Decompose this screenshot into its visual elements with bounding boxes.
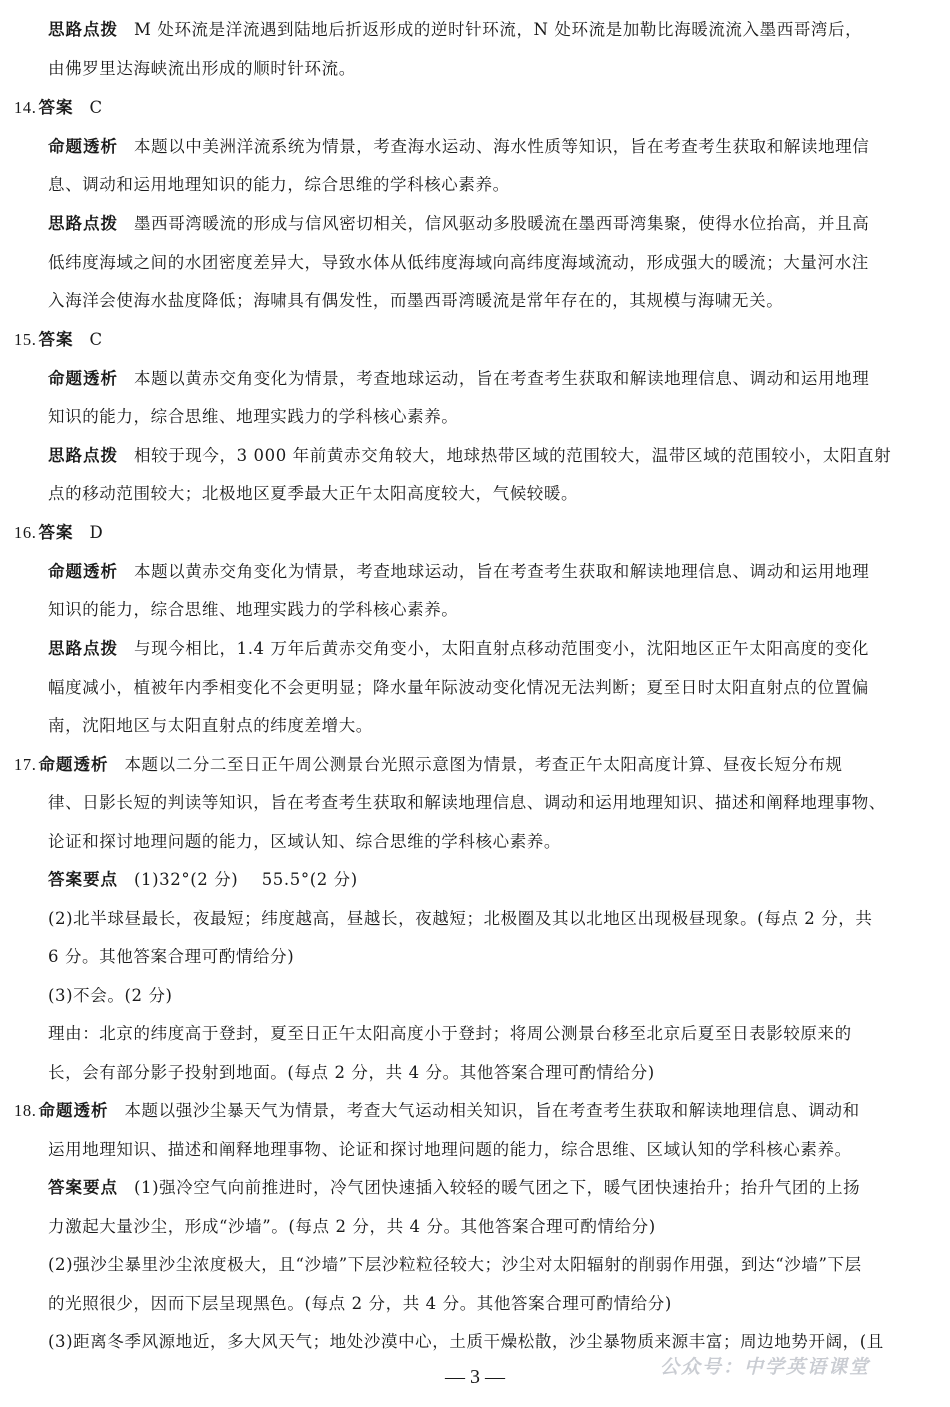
q14-silu-line-1 (48, 212, 930, 236)
q16-silu-line-2: 幅度减小，植被年内季相变化不会更明显；降水量年际波动变化情况无法判断；夏至日时太阳直射点的位置偏 (48, 678, 869, 697)
q13-silu-text-1: M 处环流是洋流遇到陆地后折返形成的逆时针环流，N 处环流是加勒比海暖流流入墨西哥湾后， (134, 20, 863, 39)
q13-silu-line-1 (48, 18, 930, 42)
q15-silu-text-1: 相较于现今，3 000 年前黄赤交角较大，地球热带区域的范围较大，温带区域的范围较小，太阳直射 (134, 446, 892, 465)
q14-silu-line-2: 低纬度海域之间的水团密度差异大，导致水体从低纬度海域向高纬度海域流动，形成强大的暖流；大量河水注 (48, 253, 869, 272)
q18-ans2-line-2: 的光照很少，因而下层呈现黑色。(每点 2 分，共 4 分。其他答案合理可酌情给分) (48, 1294, 672, 1313)
answer-label: 答案 (38, 330, 74, 349)
q16-silu-line-3: 南，沈阳地区与太阳直射点的纬度差增大。 (48, 716, 373, 735)
yaodian-label: 答案要点 (48, 870, 118, 889)
q17-reason-line-2: 长，会有部分影子投射到地面。(每点 2 分，共 4 分。其他答案合理可酌情给分) (48, 1063, 655, 1082)
q14-mingti-line-2: 息、调动和运用地理知识的能力，综合思维的学科核心素养。 (48, 175, 510, 194)
q18-yaodian-line-1 (48, 1176, 930, 1200)
q18-ans3-line-1: (3)距离冬季风源地近，多大风天气；地处沙漠中心，土质干燥松散，沙尘暴物质来源丰富；周边地势开阔，(且 (48, 1332, 884, 1351)
q18-yaodian-text-1: (1)强冷空气向前推进时，冷气团快速插入较轻的暖气团之下，暖气团快速抬升；抬升气团的上扬 (134, 1178, 861, 1197)
q17-ans3-line-1: (3)不会。(2 分) (48, 986, 173, 1005)
q13-silu-line-2: 由佛罗里达海峡流出形成的顺时针环流。 (48, 59, 356, 78)
q15-mingti-text-1: 本题以黄赤交角变化为情景，考查地球运动，旨在考查考生获取和解读地理信息、调动和运用地理 (134, 369, 870, 388)
q17-number: 17. (14, 755, 37, 774)
answer-label: 答案 (38, 523, 74, 542)
q18-mingti-line-1 (14, 1099, 930, 1123)
watermark: 公众号：中学英语课堂 (660, 1356, 871, 1378)
q18-yaodian-line-2: 力激起大量沙尘，形成“沙墙”。(每点 2 分，共 4 分。其他答案合理可酌情给分) (48, 1217, 656, 1236)
q15-silu-line-1 (48, 444, 930, 468)
q14-number: 14. (14, 98, 37, 117)
silu-label: 思路点拨 (48, 446, 118, 465)
q14-answer-line (14, 96, 930, 120)
q16-mingti-text-1: 本题以黄赤交角变化为情景，考查地球运动，旨在考查考生获取和解读地理信息、调动和运用地理 (134, 562, 870, 581)
q16-answer-line (14, 521, 930, 545)
q17-yaodian-line-1 (48, 868, 930, 892)
q17-mingti-line-2: 律、日影长短的判读等知识，旨在考查考生获取和解读地理信息、调动和运用地理知识、描述和阐释地理事物、 (48, 793, 886, 812)
q15-mingti-line-2: 知识的能力，综合思维、地理实践力的学科核心素养。 (48, 407, 459, 426)
q14-mingti-line-1 (48, 135, 930, 159)
silu-label: 思路点拨 (48, 20, 118, 39)
mingti-label: 命题透析 (48, 562, 118, 581)
q17-mingti-text-1: 本题以二分二至日正午周公测景台光照示意图为情景，考查正午太阳高度计算、昼夜长短分布规 (124, 755, 843, 774)
q18-number: 18. (14, 1101, 37, 1120)
q17-reason-line-1: 理由：北京的纬度高于登封，夏至日正午太阳高度小于登封；将周公测景台移至北京后夏至日表影较原来的 (48, 1024, 852, 1043)
mingti-label: 命题透析 (48, 137, 118, 156)
q14-silu-line-3: 入海洋会使海水盐度降低；海啸具有偶发性，而墨西哥湾暖流是常年存在的，其规模与海啸无关。 (48, 291, 784, 310)
q16-answer: D (89, 523, 104, 542)
q17-mingti-line-3: 论证和探讨地理问题的能力，区域认知、综合思维的学科核心素养。 (48, 832, 561, 851)
q18-mingti-text-1: 本题以强沙尘暴天气为情景，考查大气运动相关知识，旨在考查考生获取和解读地理信息、调动和 (124, 1101, 860, 1120)
q17-mingti-line-1 (14, 753, 930, 777)
mingti-label: 命题透析 (38, 1101, 109, 1120)
mingti-label: 命题透析 (48, 369, 118, 388)
q18-ans2-line-1: (2)强沙尘暴里沙尘浓度极大，且“沙墙”下层沙粒粒径较大；沙尘对太阳辐射的削弱作用强，到达“沙墙”下层 (48, 1255, 862, 1274)
q14-answer: C (89, 98, 103, 117)
q15-mingti-line-1 (48, 367, 930, 391)
q16-mingti-line-1 (48, 560, 930, 584)
page-number: — 3 — (445, 1366, 505, 1388)
q16-mingti-line-2: 知识的能力，综合思维、地理实践力的学科核心素养。 (48, 600, 459, 619)
q16-number: 16. (14, 523, 37, 542)
q15-silu-line-2: 点的移动范围较大；北极地区夏季最大正午太阳高度较大，气候较暖。 (48, 484, 579, 503)
q16-silu-line-1 (48, 637, 930, 661)
q18-mingti-line-2: 运用地理知识、描述和阐释地理事物、论证和探讨地理问题的能力，综合思维、区域认知的学科核心素养。 (48, 1140, 852, 1159)
q17-ans2-line-1: (2)北半球昼最长，夜最短；纬度越高，昼越长，夜越短；北极圈及其以北地区出现极昼现象。(每点 2 分，共 (48, 909, 873, 928)
q17-ans2-line-2: 6 分。其他答案合理可酌情给分) (48, 947, 295, 966)
silu-label: 思路点拨 (48, 639, 118, 658)
answer-label: 答案 (38, 98, 74, 117)
silu-label: 思路点拨 (48, 214, 118, 233)
q14-silu-text-1: 墨西哥湾暖流的形成与信风密切相关，信风驱动多股暖流在墨西哥湾集聚，使得水位抬高，并且高 (134, 214, 870, 233)
q16-silu-text-1: 与现今相比，1.4 万年后黄赤交角变小，太阳直射点移动范围变小，沈阳地区正午太阳高度的变化 (134, 639, 869, 658)
mingti-label: 命题透析 (38, 755, 109, 774)
q15-answer: C (89, 330, 103, 349)
yaodian-label: 答案要点 (48, 1178, 118, 1197)
q17-yaodian-text-1: (1)32°(2 分) 55.5°(2 分) (134, 870, 358, 889)
q15-number: 15. (14, 330, 37, 349)
q15-answer-line (14, 328, 930, 352)
q14-mingti-text-1: 本题以中美洲洋流系统为情景，考查海水运动、海水性质等知识，旨在考查考生获取和解读地理信 (134, 137, 870, 156)
